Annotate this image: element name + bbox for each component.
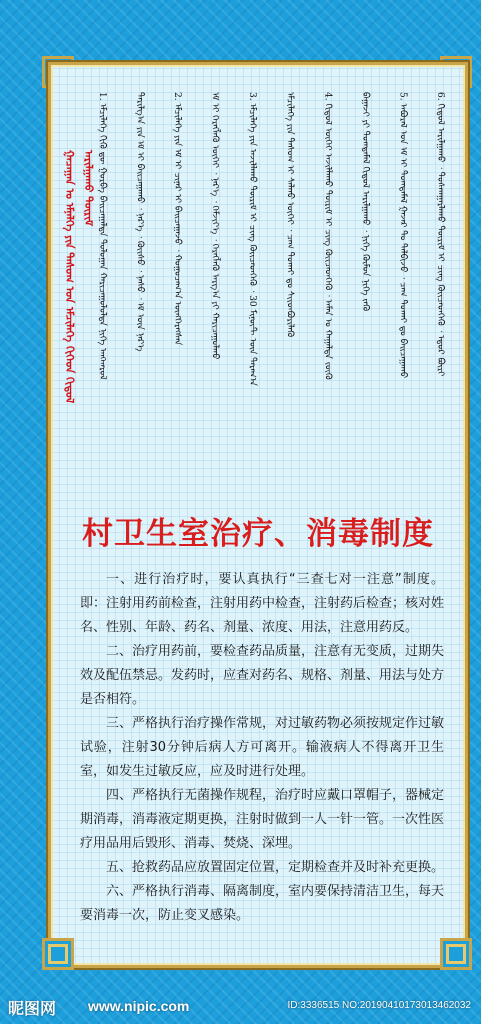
mongolian-column: 4. ᠬᠢᠳᠤᠯ ᠦᠭᠡᠢ ᠠᠵᠢᠯᠯᠠᠬᠤ ᠳᠦᠷᠢᠮ ᠢ ᠴᠢᠩ ᠭᠦᠢᠴᠡᠳᠬᠡᠬᠦ ᠂ ᠠᠮᠠᠨ ᠤ ᠬᠠᠭᠠᠯᠲᠠ ᠵᠦᠬᠦ bbox=[322, 92, 333, 380]
rule-paragraph: 四、严格执行无菌操作规程，治疗时应戴口罩帽子，器械定期消毒，消毒液定期更换，注射时做到一人一针一管。一次性医疗用品用后毁形、消毒、焚烧、深埋。 bbox=[80, 788, 445, 851]
mongolian-column: ᠡᠮ ᠢ ᠬᠡᠷᠡᠭᠯᠡᠬᠦ ᠦᠭᠡᠢ ᠂ ᠨᠡᠷ᠎ᠡ ᠂ ᠬᠡᠮᠵᠢᠶ᠎ᠡ ᠂ ᠬᠡᠷᠡᠭᠯᠡᠬᠦ ᠠᠷᠭ᠎ᠠ ᠶᠢ ᠬᠠᠷᠢᠴᠠᠭᠤᠯᠬᠤ bbox=[209, 92, 220, 360]
watermark-id: ID:3336515 NO:20190410173013462032 bbox=[287, 1000, 471, 1011]
mongolian-column: 1. ᠡᠮᠴᠢᠯᠡᠭᠡ ᠬᠢᠬᠦ ᠳᠦ ᠭᠤᠷᠪᠠ ᠪᠠᠢᠴᠠᠭᠠᠯᠲᠠ ᠳᠤᠯᠤᠭᠠᠨ ᠬᠠᠷᠢᠴᠠᠭᠤᠯᠤᠯᠲᠠ ᠨᠢᠭᠡ ᠠᠩᠬᠠᠷᠤᠯ bbox=[97, 92, 107, 380]
mongolian-text-block bbox=[96, 92, 446, 472]
rule-paragraph: 二、治疗用药前，要检查药品质量，注意有无变质，过期失效及配伍禁忌。发药时，应查对药名、规格、剂量、用法与处方是否相符。 bbox=[80, 644, 445, 707]
rule-paragraph: 一、进行治疗时，要认真执行“三查七对一注意”制度。即：注射用药前检查，注射用药中检查，注射药后检查；核对姓名、性别、年龄、药名、剂量、浓度、用法，注意用药反。 bbox=[80, 572, 445, 635]
corner-ornament-bottom-right bbox=[440, 938, 472, 970]
mongolian-column: ᠡᠮᠴᠢᠯᠡᠭᠡ ᠶᠢᠨ ᠲᠠᠰᠤᠭ ᠢ ᠰᠠᠯᠬᠤ ᠦᠭᠡᠢ ᠂ ᠴᠠᠭ ᠲᠤᠬᠠᠢ ᠳᠤ ᠰᠢᠢᠳᠪᠦᠷᠢᠯᠡᠬᠦ bbox=[284, 92, 295, 338]
mongolian-column: 2. ᠡᠮᠴᠢᠯᠡᠭᠡ ᠶᠢᠨ ᠡᠮ ᠢ ᠴᠢᠨᠠᠷ ᠢ ᠪᠠᠢᠴᠠᠭᠠᠵᠤ ᠂ ᠬᠤᠭᠤᠴᠠᠭ᠎ᠠ ᠥᠩᠭᠡᠷᠡᠭᠰᠡᠨ bbox=[172, 92, 183, 346]
document-body bbox=[80, 568, 444, 928]
mongolian-column: 5. ᠠᠪᠤᠷᠠᠯ ᠤᠨ ᠡᠮ ᠢ ᠲᠤᠭᠲᠠᠮᠠᠯ ᠭᠠᠵᠠᠷ ᠲᠤ ᠲᠠᠯᠪᠢᠵᠤ ᠂ ᠴᠠᠭ ᠲᠤᠬᠠᠢ ᠳᠤ ᠪᠠᠢᠴᠠᠭᠠᠬᠤ bbox=[397, 92, 408, 379]
mongolian-title: ᠭᠠᠴᠠᠭᠠᠨ ᠤ ᠡᠮᠨᠡᠯᠭᠡ ᠶᠢᠨ ᠲᠠᠰᠤᠭ ᠤᠨ ᠡᠮᠴᠢᠯᠡᠭᠡ ᠬᠢᠭᠡᠳ ᠬᠢᠳᠤᠯ ᠠᠷᠢᠯᠭᠠᠬᠤ ᠳᠦᠷᠢᠮ bbox=[63, 150, 95, 404]
watermark-logo: 昵图网 bbox=[8, 999, 57, 1018]
mongolian-column: ᠪᠠᠭᠠᠵᠢ ᠶᠢ ᠲᠤᠭᠲᠠᠮᠠᠯ ᠬᠢᠳᠤᠯ ᠠᠷᠢᠯᠭᠠᠬᠤ ᠂ ᠨᠢᠭᠡ ᠬᠦᠮᠦᠨ ᠨᠢᠭᠡ ᠵᠡᠭᠦ bbox=[359, 92, 370, 312]
mongolian-column: ᠲᠠᠷᠢᠯᠭ᠎ᠠ ᠶᠢᠨ ᠡᠮ ᠢ ᠪᠠᠢᠴᠠᠭᠠᠬᠤ ᠂ ᠨᠡᠷ᠎ᠡ ᠂ ᠬᠦᠢᠰᠦ ᠂ ᠨᠠᠰᠤ ᠂ ᠡᠮ ᠦᠨ ᠨᠡᠷ᠎ᠡ bbox=[134, 92, 145, 352]
rule-paragraph: 六、严格执行消毒、隔离制度，室内要保持清洁卫生，每天要消毒一次，防止变叉感染。 bbox=[80, 884, 445, 923]
rule-paragraph: 五、抢救药品应放置固定位置，定期检查并及时补充更换。 bbox=[106, 860, 445, 875]
watermark-site: www.nipic.com bbox=[88, 998, 190, 1014]
document-title: 村卫生室治疗、消毒制度 bbox=[82, 516, 434, 552]
mongolian-column: 6. ᠬᠢᠳᠤᠯ ᠠᠷᠢᠯᠭᠠᠬᠤ ᠂ ᠲᠤᠰᠬᠠᠭᠠᠷᠯᠠᠬᠤ ᠳᠦᠷᠢᠮ ᠢ ᠴᠢᠩ ᠭᠦᠢᠴᠡᠳᠬᠡᠬᠦ ᠂ ᠡᠳᠦᠷ ᠪᠦᠷᠢ bbox=[434, 92, 445, 377]
corner-ornament-bottom-left bbox=[42, 938, 74, 970]
rule-paragraph: 三、严格执行治疗操作常规，对过敏药物必须按规定作过敏试验，注射30分钟后病人方可离开。输液病人不得离开卫生室，如发生过敏反应，应及时进行处理。 bbox=[80, 716, 445, 779]
mongolian-column: 3. ᠡᠮᠴᠢᠯᠡᠭᠡ ᠶᠢᠨ ᠠᠵᠢᠯᠯᠠᠬᠤ ᠳᠦᠷᠢᠮ ᠢ ᠴᠢᠩ ᠭᠦᠢᠴᠡᠳᠬᠡᠬᠦ ᠂ 30 ᠮᠢᠨᠦ᠋ᠲ ᠦᠨ ᠳᠠᠷᠠᠭ᠎ᠠ bbox=[247, 92, 258, 386]
